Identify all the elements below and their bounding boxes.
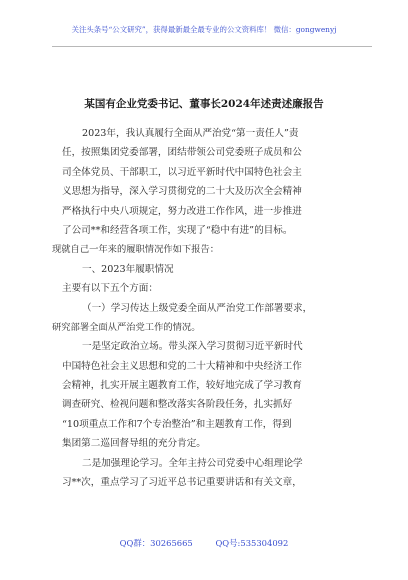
paragraph-line: 中国特色社会主义思想和党的二十大精神和中央经济工作 <box>62 360 302 372</box>
paragraph-line: 了公司**和经营各项工作，实现了“稳中有进”的目标。 <box>62 224 293 236</box>
paragraph-line: 一是坚定政治立场。带头深入学习贯彻习近平新时代 <box>82 341 303 353</box>
subsection-heading: （一）学习传达上级党委全面从严治党工作部署要求， <box>82 302 313 314</box>
paragraph-line: 现就自己一年来的履职情况作如下报告： <box>52 244 220 256</box>
qq-group-label: QQ群：30265665 <box>119 538 193 548</box>
paragraph-line: 习**次，重点学习了习近平总书记重要讲话和有关文章， <box>62 477 302 489</box>
document-body <box>52 124 362 492</box>
paragraph-line: 任，按照集团党委部署，团结带领公司党委班子成员和公 <box>62 147 302 159</box>
paragraph-line: 二是加强理论学习。全年主持公司党委中心组理论学 <box>82 457 303 469</box>
paragraph-line: 司全体党员、干部职工，以习近平新时代中国特色社会主 <box>62 166 302 178</box>
paragraph-line: 严格执行中央八项规定，努力改进工作作风，进一步推进 <box>62 205 302 217</box>
document-title: 某国有企业党委书记、董事长2024年述责述廉报告 <box>84 98 324 110</box>
paragraph-line: 2023年，我认真履行全面从严治党“第一责任人”责 <box>82 128 299 139</box>
header-divider <box>52 46 372 47</box>
section-heading: 一、2023年履职情况 <box>82 263 174 275</box>
paragraph-line: 义思想为指导，深入学习贯彻党的二十大及历次全会精神 <box>62 186 302 198</box>
paragraph-line: 集团第二巡回督导组的充分肯定。 <box>62 438 206 450</box>
paragraph-line: “10项重点工作和7个专治整治”和主题教育工作，得到 <box>62 418 292 430</box>
qq-number-label: QQ号:535304092 <box>215 538 289 548</box>
paragraph-line: 会精神，扎实开展主题教育工作，较好地完成了学习教育 <box>62 380 302 392</box>
subsection-heading-cont: 研究部署全面从严治党工作的情况。 <box>52 321 201 333</box>
header-banner: 关注头条号“公文研究”，获得最新最全最专业的公文资料库！ 微信：gongwenyj <box>71 25 337 34</box>
paragraph-line: 主要有以下五个方面： <box>62 283 158 295</box>
footer-contact <box>0 537 408 549</box>
paragraph-line: 调查研究、检视问题和整改落实各阶段任务，扎实抓好 <box>62 399 293 411</box>
